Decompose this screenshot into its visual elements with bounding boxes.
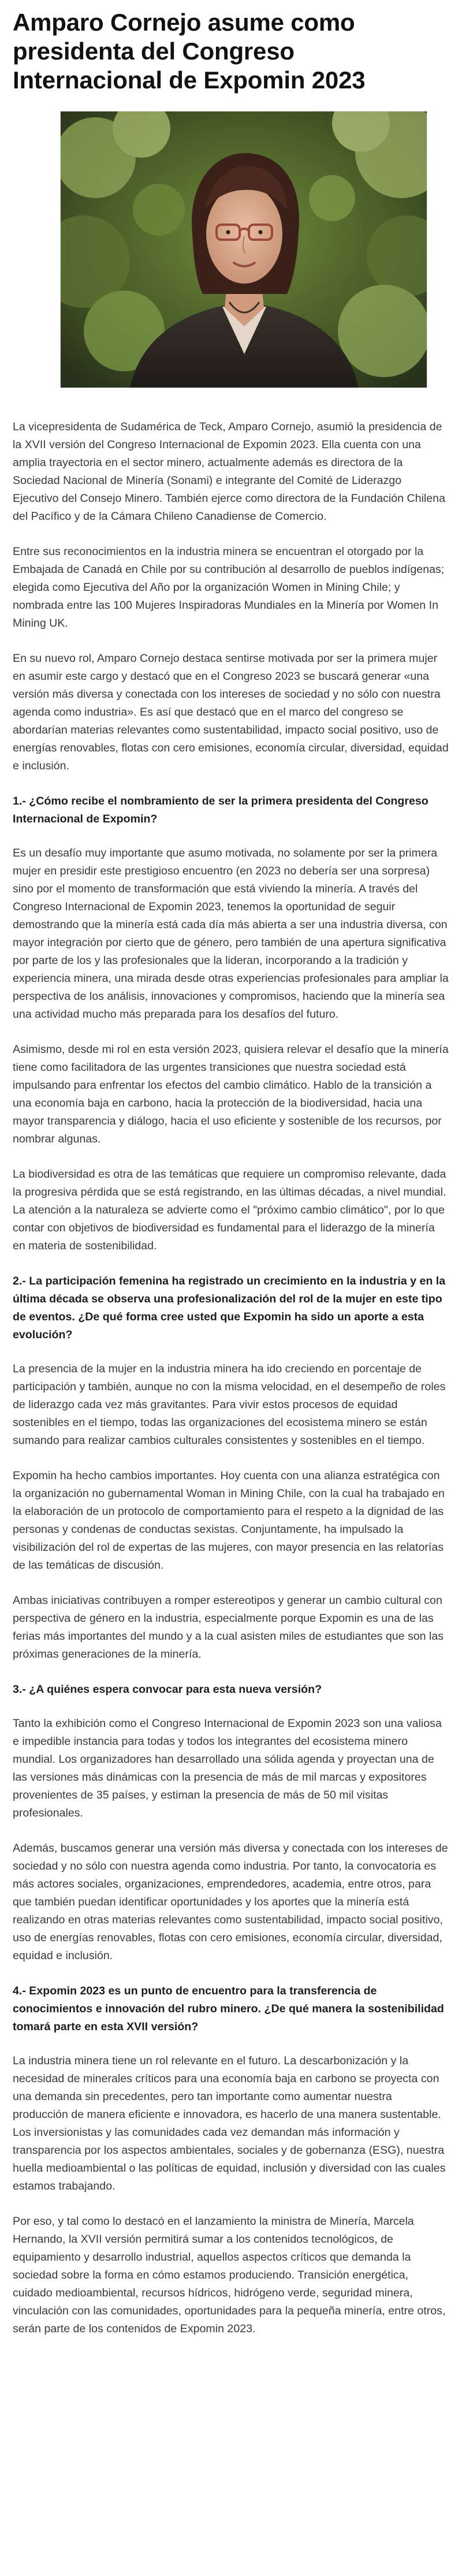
question-heading: 4.- Expomin 2023 es un punto de encuentro para la transferencia de conocimientos e innovación del rubro minero. ¿De qué manera la sostenibilidad tomará parte en esta XVII versión? xyxy=(13,1985,444,2033)
answer-paragraph: Es un desafío muy importante que asumo motivada, no solamente por ser la primera mujer en presidir este prestigioso encuentro (en 2023 no debería ser una sorpresa) sino por el momento de transformación que está viviendo la minería. A través del Congreso Internacional de Expomin 2023, tenemos la oportunidad de seguir demostrando que la minería está cada día más abierta a ser una industria diversa, con mayor integración por cierto que de género, pero también de una apertura significativa por parte de los y las profesionales que la lideran, incorporando a la tradición y experiencia minera, una mirada desde otras experiencias profesionales para ampliar la perspectiva de los análisis, innovaciones y compromisos, haciendo que la minería sea una actividad mucho más preparada para los desafíos del futuro. xyxy=(13,847,449,1021)
portrait-photo-icon xyxy=(61,111,427,388)
question-heading: 1.- ¿Cómo recibe el nombramiento de ser la primera presidenta del Congreso Internacional de Expomin? xyxy=(13,795,429,825)
answer-paragraph: Asimismo, desde mi rol en esta versión 2023, quisiera relevar el desafío que la minería tiene como facilitadora de las urgentes transiciones que nuestra sociedad está impulsando para enfrentar los efectos del cambio climático. Hablo de la transición a una economía baja en carbono, hacia la protección de la biodiversidad, hacia una mayor transparencia y diálogo, hacia el uso eficiente y sostenible de los recursos, por nombrar algunas. xyxy=(13,1043,449,1145)
hero-portrait-photo xyxy=(60,111,427,388)
answer-paragraph: Además, buscamos generar una versión más diversa y conectada con los intereses de sociedad y no sólo con nuestra agenda como industria. Por tanto, la convocatoria es más actores sociales, organizaciones, emprendedores, academia, entre otros, para que también puedan identificar oportunidades y los aportes que la minería está realizando en otras materias relevantes como sustentabilidad, impacto social positivo, uso de energías renovables, flotas con cero emisiones, economía circular, diversidad, equidad e inclusión. xyxy=(13,1842,448,1962)
article-title: Amparo Cornejo asume como presidenta del Congreso Internacional de Expomin 2023 xyxy=(13,9,366,94)
answer-paragraph: Ambas iniciativas contribuyen a romper estereotipos y generar un cambio cultural con perspectiva de género en la industria, especialmente porque Expomin es una de las ferias más importantes del mundo y a la cual asisten miles de estudiantes que son las próximas generaciones de la minería. xyxy=(13,1594,444,1661)
question-heading: 3.- ¿A quiénes espera convocar para esta nueva versión? xyxy=(13,1683,322,1696)
answer-paragraph: Tanto la exhibición como el Congreso Internacional de Expomin 2023 son una valiosa e impedible instancia para todas y todos los integrantes del ecosistema minero mundial. Los organizadores han desarrollado una sólida agenda y proyectan una de las versiones más dinámicas con la presencia de más de mil marcas y expositores provenientes de 35 países, y estiman la presencia de más de 50 mil visitas profesionales. xyxy=(13,1717,442,1819)
intro-paragraph: La vicepresidenta de Sudamérica de Teck, Amparo Cornejo, asumió la presidencia de la XVII versión del Congreso Internacional de Expomin 2023. Ella cuenta con una amplia trayectoria en el sector minero, actualmente además es directora de la Sociedad Nacional de Minería (Sonami) e integrante del Comité de Liderazgo Ejecutivo del Consejo Minero. También ejerce como directora de la Fundación Chilena del Pacífico y de la Cámara Chileno Canadiense de Comercio. xyxy=(13,420,445,523)
intro-paragraph: Entre sus reconocimientos en la industria minera se encuentran el otorgado por la Embajada de Canadá en Chile por su contribución al desarrollo de pueblos indígenas; elegida como Ejecutiva del Año por la organización Women in Mining Chile; y nombrada entre las 100 Mujeres Inspiradoras Mundiales en la Minería por Women In Mining UK. xyxy=(13,545,445,630)
question-heading: 2.- La participación femenina ha registrado un crecimiento en la industria y en la última década se observa una profesionalización del rol de la mujer en este tipo de eventos. ¿De qué forma cree usted que Expomin ha sido un aporte a esta evolución? xyxy=(13,1275,446,1341)
answer-paragraph: Por eso, y tal como lo destacó en el lanzamiento la ministra de Minería, Marcela Hernando, la XVII versión permitirá sumar a los contenidos tecnológicos, de equipamiento y desarrollo industrial, aquellos aspectos críticos que demanda la sociedad sobre la forma en cómo estamos produciendo. Transición energética, cuidado medioambiental, recursos hídricos, hidrógeno verde, seguridad minera, vinculación con las comunidades, oportunidades para la pequeña minería, entre otros, serán parte de los contenidos de Expomin 2023. xyxy=(13,2215,446,2335)
answer-paragraph: Expomin ha hecho cambios importantes. Hoy cuenta con una alianza estratégica con la organización no gubernamental Woman in Mining Chile, con la cual ha trabajado en la elaboración de un protocolo de comportamiento para el respeto a la dignidad de las personas y condenas de conductas sexistas. Conjuntamente, ha impulsado la visibilización del rol de expertas de las mujeres, con mayor presencia en las relatorías de las temáticas de discusión. xyxy=(13,1469,445,1572)
answer-paragraph: La industria minera tiene un rol relevante en el futuro. La descarbonización y la necesidad de minerales críticos para una economía baja en carbono se proyecta con una demanda sin precedentes, pero tan importante como aumentar nuestra producción de manera eficiente e innovadora, es hacerlo de una manera sustentable. Los inversionistas y las comunidades cada vez demandan más información y transparencia por los aspectos ambientales, sociales y de gobernanza (ESG), nuestra huella medioambiental o las políticas de equidad, inclusión y diversidad con las cuales estamos trabajando. xyxy=(13,2054,446,2192)
article-body xyxy=(13,418,449,2338)
answer-paragraph: La biodiversidad es otra de las temáticas que requiere un compromiso relevante, dada la progresiva pérdida que se está registrando, en las últimas décadas, a nivel mundial. La atención a la naturaleza se advierte como el "próximo cambio climático", por lo que contar con objetivos de biodiversidad es fundamental para el liderazgo de la minería en materia de sostenibilidad. xyxy=(13,1168,446,1252)
answer-paragraph: La presencia de la mujer en la industria minera ha ido creciendo en porcentaje de participación y también, aunque no con la misma velocidad, en el desempeño de roles de liderazgo cada vez más gravitantes. Para vivir estos procesos de equidad sostenibles en el tiempo, todas las organizaciones del ecosistema minero se están sumando para realizar cambios culturales consistentes y sostenibles en el tiempo. xyxy=(13,1363,446,1447)
intro-paragraph: En su nuevo rol, Amparo Cornejo destaca sentirse motivada por ser la primera mujer en asumir este cargo y destacó que en el Congreso 2023 se buscará generar «una versión más diversa y conectada con los intereses de sociedad y no sólo con nuestra agenda como industria». Es así que destacó que en el marco del congreso se abordarían materias relevantes como sustentabilidad, impacto social positivo, uso de energías renovables, flotas con cero emisiones, economía circular, diversidad, equidad e inclusión. xyxy=(13,652,449,772)
